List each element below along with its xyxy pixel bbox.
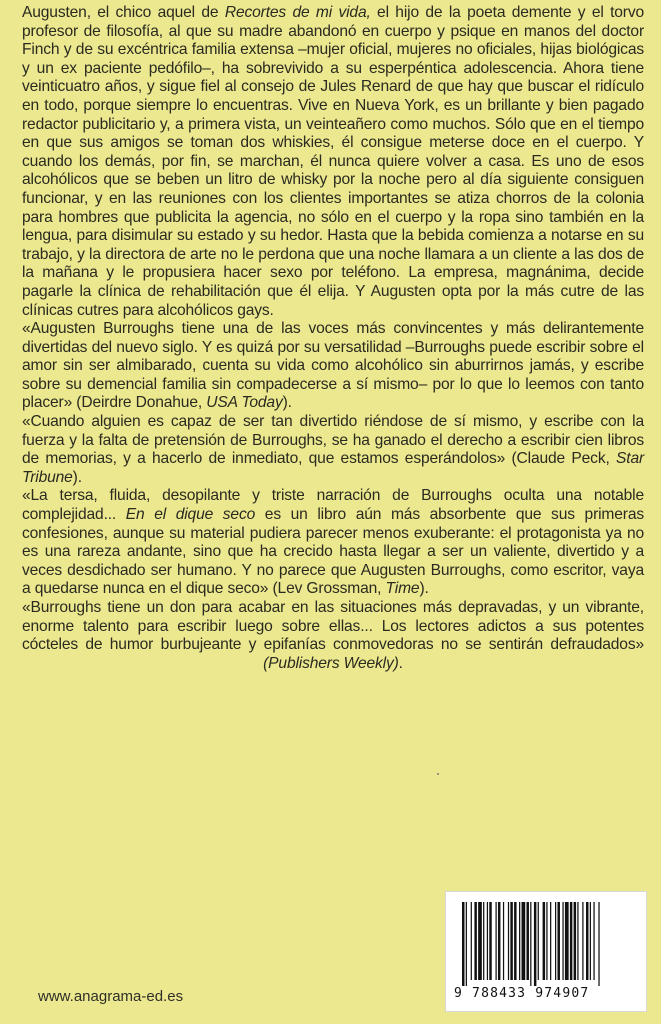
barcode-bar: [586, 902, 588, 980]
review-author: (Lev Grossman,: [268, 580, 386, 598]
barcode-bar: [508, 902, 509, 980]
barcode-bar: [526, 902, 528, 980]
book-title-recortes: Recortes de mi vida,: [224, 4, 371, 21]
barcode-bar: [483, 902, 484, 980]
barcode-bar: [478, 902, 482, 980]
review-source: Time: [385, 580, 420, 598]
barcode-bar: [593, 902, 594, 980]
barcode-bar: [538, 902, 539, 980]
barcode-bar: [543, 902, 545, 980]
barcode-bar: [495, 902, 496, 980]
review-quote: «Burroughs tiene un don para acabar en las situaciones más depravadas, y un vibrante, enorme talento para escribir luego sobre ellas... Los lectores adictos a sus potentes cócteles de humor burbujeante y epifanías conmovedoras no se sentirán defraudados»: [22, 599, 644, 654]
review-quote: «Augusten Burroughs tiene una de las voces más convincentes y más delirantemente divertidas del nuevo siglo. Y es quizá por su versatilidad –Burroughs puede escribir sobre el amor sin ser almibarado, cuenta su vida como alcohólico sin aburrirnos jamás, y escribe sobre su demencial familia sin compadecerse a sí mismo– por lo que lo leemos con tanto placer»: [22, 320, 644, 412]
review-quote-rest: es un libro aún más absorbente que sus primeras confesiones, aunque su material pudiera parecer menos exuberante: el protagonista ya no es una rareza andante, sino que ha crecido hasta llegar a ser un valiente, divertido y a veces desdichado ser humano. Y no parece que Augusten Burroughs, como escritor, vaya a quedarse nunca en el dique seco»: [22, 506, 644, 598]
isbn-barcode: [445, 891, 647, 1012]
review-star-tribune: [22, 413, 644, 487]
barcode-bar: [498, 902, 500, 980]
barcode-bar: [574, 902, 576, 980]
review-author: (Deirdre Donahue,: [72, 394, 207, 412]
review-time: [22, 487, 644, 599]
barcode-bar: [570, 902, 572, 980]
barcode-bar: [519, 902, 520, 980]
barcode-bar: [562, 902, 563, 980]
review-source: USA Today: [206, 394, 283, 412]
review-author: (Claude Peck,: [505, 450, 617, 468]
publisher-website: www.anagrama-ed.es: [38, 988, 184, 1005]
barcode-bar: [534, 902, 536, 986]
review-source: Star Tribune: [22, 450, 645, 486]
barcode-bar: [522, 902, 526, 980]
review-end: ).: [419, 580, 429, 598]
review-end: ).: [72, 468, 82, 486]
barcode-bar: [598, 902, 599, 986]
barcode-bar: [565, 902, 569, 980]
barcode-bar: [555, 902, 556, 980]
barcode-bar: [577, 902, 578, 980]
synopsis-text-rest: el hijo de la poeta demente y el torvo profesor de filosofía, al que su madre abandonó en cuerpo y psique en manos del doctor Finch y de su excéntrica familia extensa –mujer oficial, mujeres no oficiales, hijas biológicas y un ex paciente pedófilo–, ha sobrevivido a su esperpéntica adolescencia. Ahora tiene veinticuatro años, y sigue fiel al consejo de Jules Renard de que hay que buscar el ridículo en todo, porque siempre lo encuentras. Vive en Nueva York, es un brillante y bien pagado redactor publicitario y, a primera vista, un veinteañero como muchos. Sólo que en el tiempo en que sus amigos se toman dos whiskies, él consigue meterse doce en el cuerpo. Y cuando los demás, por fin, se marchan, él nunca quiere volver a casa. Es uno de esos alcohólicos que se beben un litro de whisky por la noche pero al día siguiente consiguen funcionar, y en las reuniones con los clientes importantes se atiza chorros de la colonia para hombres que publicita la agencia, no sólo en el cuerpo y la ropa sino también en la lengua, para disimular su estado y su hedor. Hasta que la bebida comienza a notarse en su trabajo, y la directora de arte no le perdona que una noche llamara a un cliente a las dos de la mañana y le propusiera hacer sexo por teléfono. La empresa, magnánima, decide pagarle la clínica de rehabilitación que él elija. Y Augusten opta por la más cutre de las clínicas cutres para alcohólicos gays.: [22, 4, 645, 319]
barcode-bar: [582, 902, 583, 980]
review-quote: «Cuando alguien es capaz de ser tan divertido riéndose de sí mismo, y escribe con la fuerza y la falta de pretensión de Burroughs, se ha ganado el derecho a escribir cien libros de memorias, y a hacerlo de inmediato, que estamos esperándolos»: [22, 413, 644, 468]
barcode-bars-icon: [456, 902, 638, 986]
review-source: (Publishers Weekly): [263, 654, 399, 672]
synopsis-text-start: Augusten, el chico aquel de: [22, 4, 225, 21]
isbn-digits: 9 788433 974907: [454, 986, 590, 1001]
barcode-bar: [487, 902, 488, 980]
review-end: ).: [282, 394, 292, 412]
barcode-bar: [546, 902, 547, 980]
print-speck: [437, 773, 439, 775]
review-publishers-weekly: [22, 599, 644, 673]
barcode-bar: [489, 902, 491, 980]
barcode-bar: [471, 902, 472, 980]
barcode-bar: [474, 902, 476, 980]
barcode-bar: [466, 902, 467, 986]
barcode-bar: [462, 902, 464, 986]
barcode-bar: [514, 902, 516, 980]
review-usa-today: [22, 320, 644, 413]
book-title-dique-seco: En el dique seco: [125, 506, 256, 524]
barcode-bar: [510, 902, 512, 980]
back-cover-text: [22, 4, 644, 673]
barcode-bar: [503, 902, 504, 980]
synopsis-paragraph: [22, 4, 644, 320]
barcode-bar: [550, 902, 551, 980]
review-quote-start: «La tersa, fluida, desopilante y triste narración de Burroughs oculta una notable complejidad...: [22, 487, 644, 524]
barcode-bar: [530, 902, 531, 986]
barcode-bar: [557, 902, 559, 980]
review-end: .: [398, 654, 403, 672]
barcode-bar: [590, 902, 591, 980]
